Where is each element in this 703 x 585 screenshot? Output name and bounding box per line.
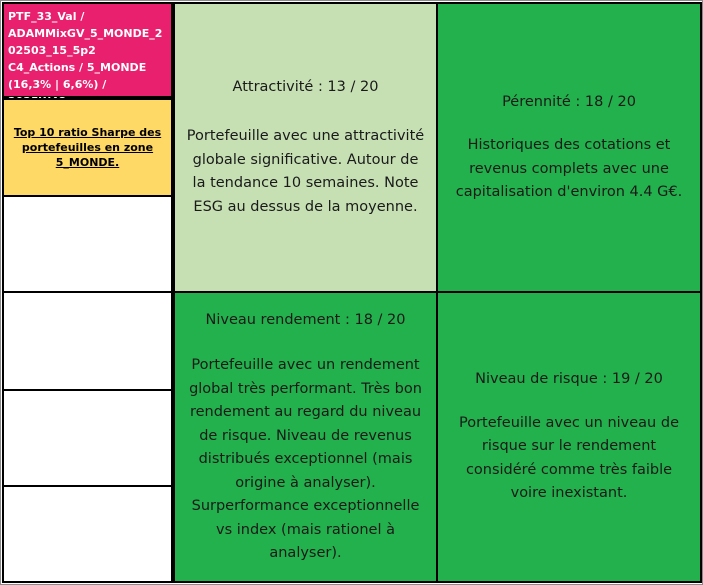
top-sharpe-line: 5_MONDE. xyxy=(55,156,120,169)
portfolio-label-line: C4_Actions / 5_MONDE xyxy=(8,61,147,74)
portfolio-label-line: 02503_15_5p2 xyxy=(8,44,96,57)
empty-cell xyxy=(2,389,173,487)
perennite-title: Pérennité : 18 / 20 xyxy=(502,93,636,110)
description-line: Portefeuille avec une attractivité xyxy=(186,128,425,145)
portfolio-label-line: PTF_33_Val / xyxy=(8,10,85,23)
description-line: revenus complets avec une xyxy=(469,160,669,177)
attractivite-description xyxy=(187,125,424,219)
empty-cell xyxy=(2,291,173,391)
description-line: ESG au dessus de la moyenne. xyxy=(193,198,418,215)
description-line: la tendance 10 semaines. Note xyxy=(192,175,419,192)
top-sharpe-line: portefeuilles en zone xyxy=(21,141,154,154)
description-line: rendement au regard du niveau xyxy=(189,404,422,420)
description-line: considéré comme très faible xyxy=(465,461,673,478)
description-line: risque sur le rendement xyxy=(481,438,657,455)
perennite-description xyxy=(456,134,683,205)
description-line: global très performant. Très bon xyxy=(189,380,422,397)
attractivite-title: Attractivité : 13 / 20 xyxy=(232,78,379,95)
empty-cell xyxy=(2,485,173,583)
description-line: origine à analyser). xyxy=(235,474,376,491)
description-line: voire inexistant. xyxy=(510,485,628,502)
description-line: Portefeuille avec un niveau de xyxy=(459,414,679,431)
risque-title: Niveau de risque : 19 / 20 xyxy=(475,371,663,388)
attractivite-panel xyxy=(173,2,438,293)
rendement-panel xyxy=(173,291,438,583)
top-sharpe-link[interactable] xyxy=(14,125,161,170)
portfolio-label-cell xyxy=(2,2,173,98)
risque-description xyxy=(459,412,679,506)
description-line: analyser). xyxy=(269,545,342,561)
top-sharpe-line: Top 10 ratio Sharpe des xyxy=(13,126,162,139)
rendement-description xyxy=(189,354,422,566)
risque-panel xyxy=(436,291,702,583)
portfolio-label-line: ADAMMixGV_5_MONDE_2 xyxy=(8,27,163,40)
description-line: Portefeuille avec un rendement xyxy=(191,357,420,373)
perennite-panel xyxy=(436,2,702,293)
portfolio-label-line: (16,3% | 6,6%) / xyxy=(8,78,107,91)
top-sharpe-link-cell[interactable] xyxy=(2,98,173,197)
rendement-title: Niveau rendement : 18 / 20 xyxy=(205,311,406,328)
description-line: de risque. Niveau de revenus xyxy=(199,427,412,444)
description-line: Historiques des cotations et xyxy=(467,137,671,153)
description-line: distribués exceptionnel (mais xyxy=(198,451,413,467)
description-line: vs index (mais rationel à xyxy=(216,521,395,538)
description-line: globale significative. Autour de xyxy=(192,151,419,168)
empty-cell xyxy=(2,195,173,293)
description-line: Surperformance exceptionnelle xyxy=(191,498,420,514)
description-line: capitalisation d'environ 4.4 G€. xyxy=(455,184,683,200)
